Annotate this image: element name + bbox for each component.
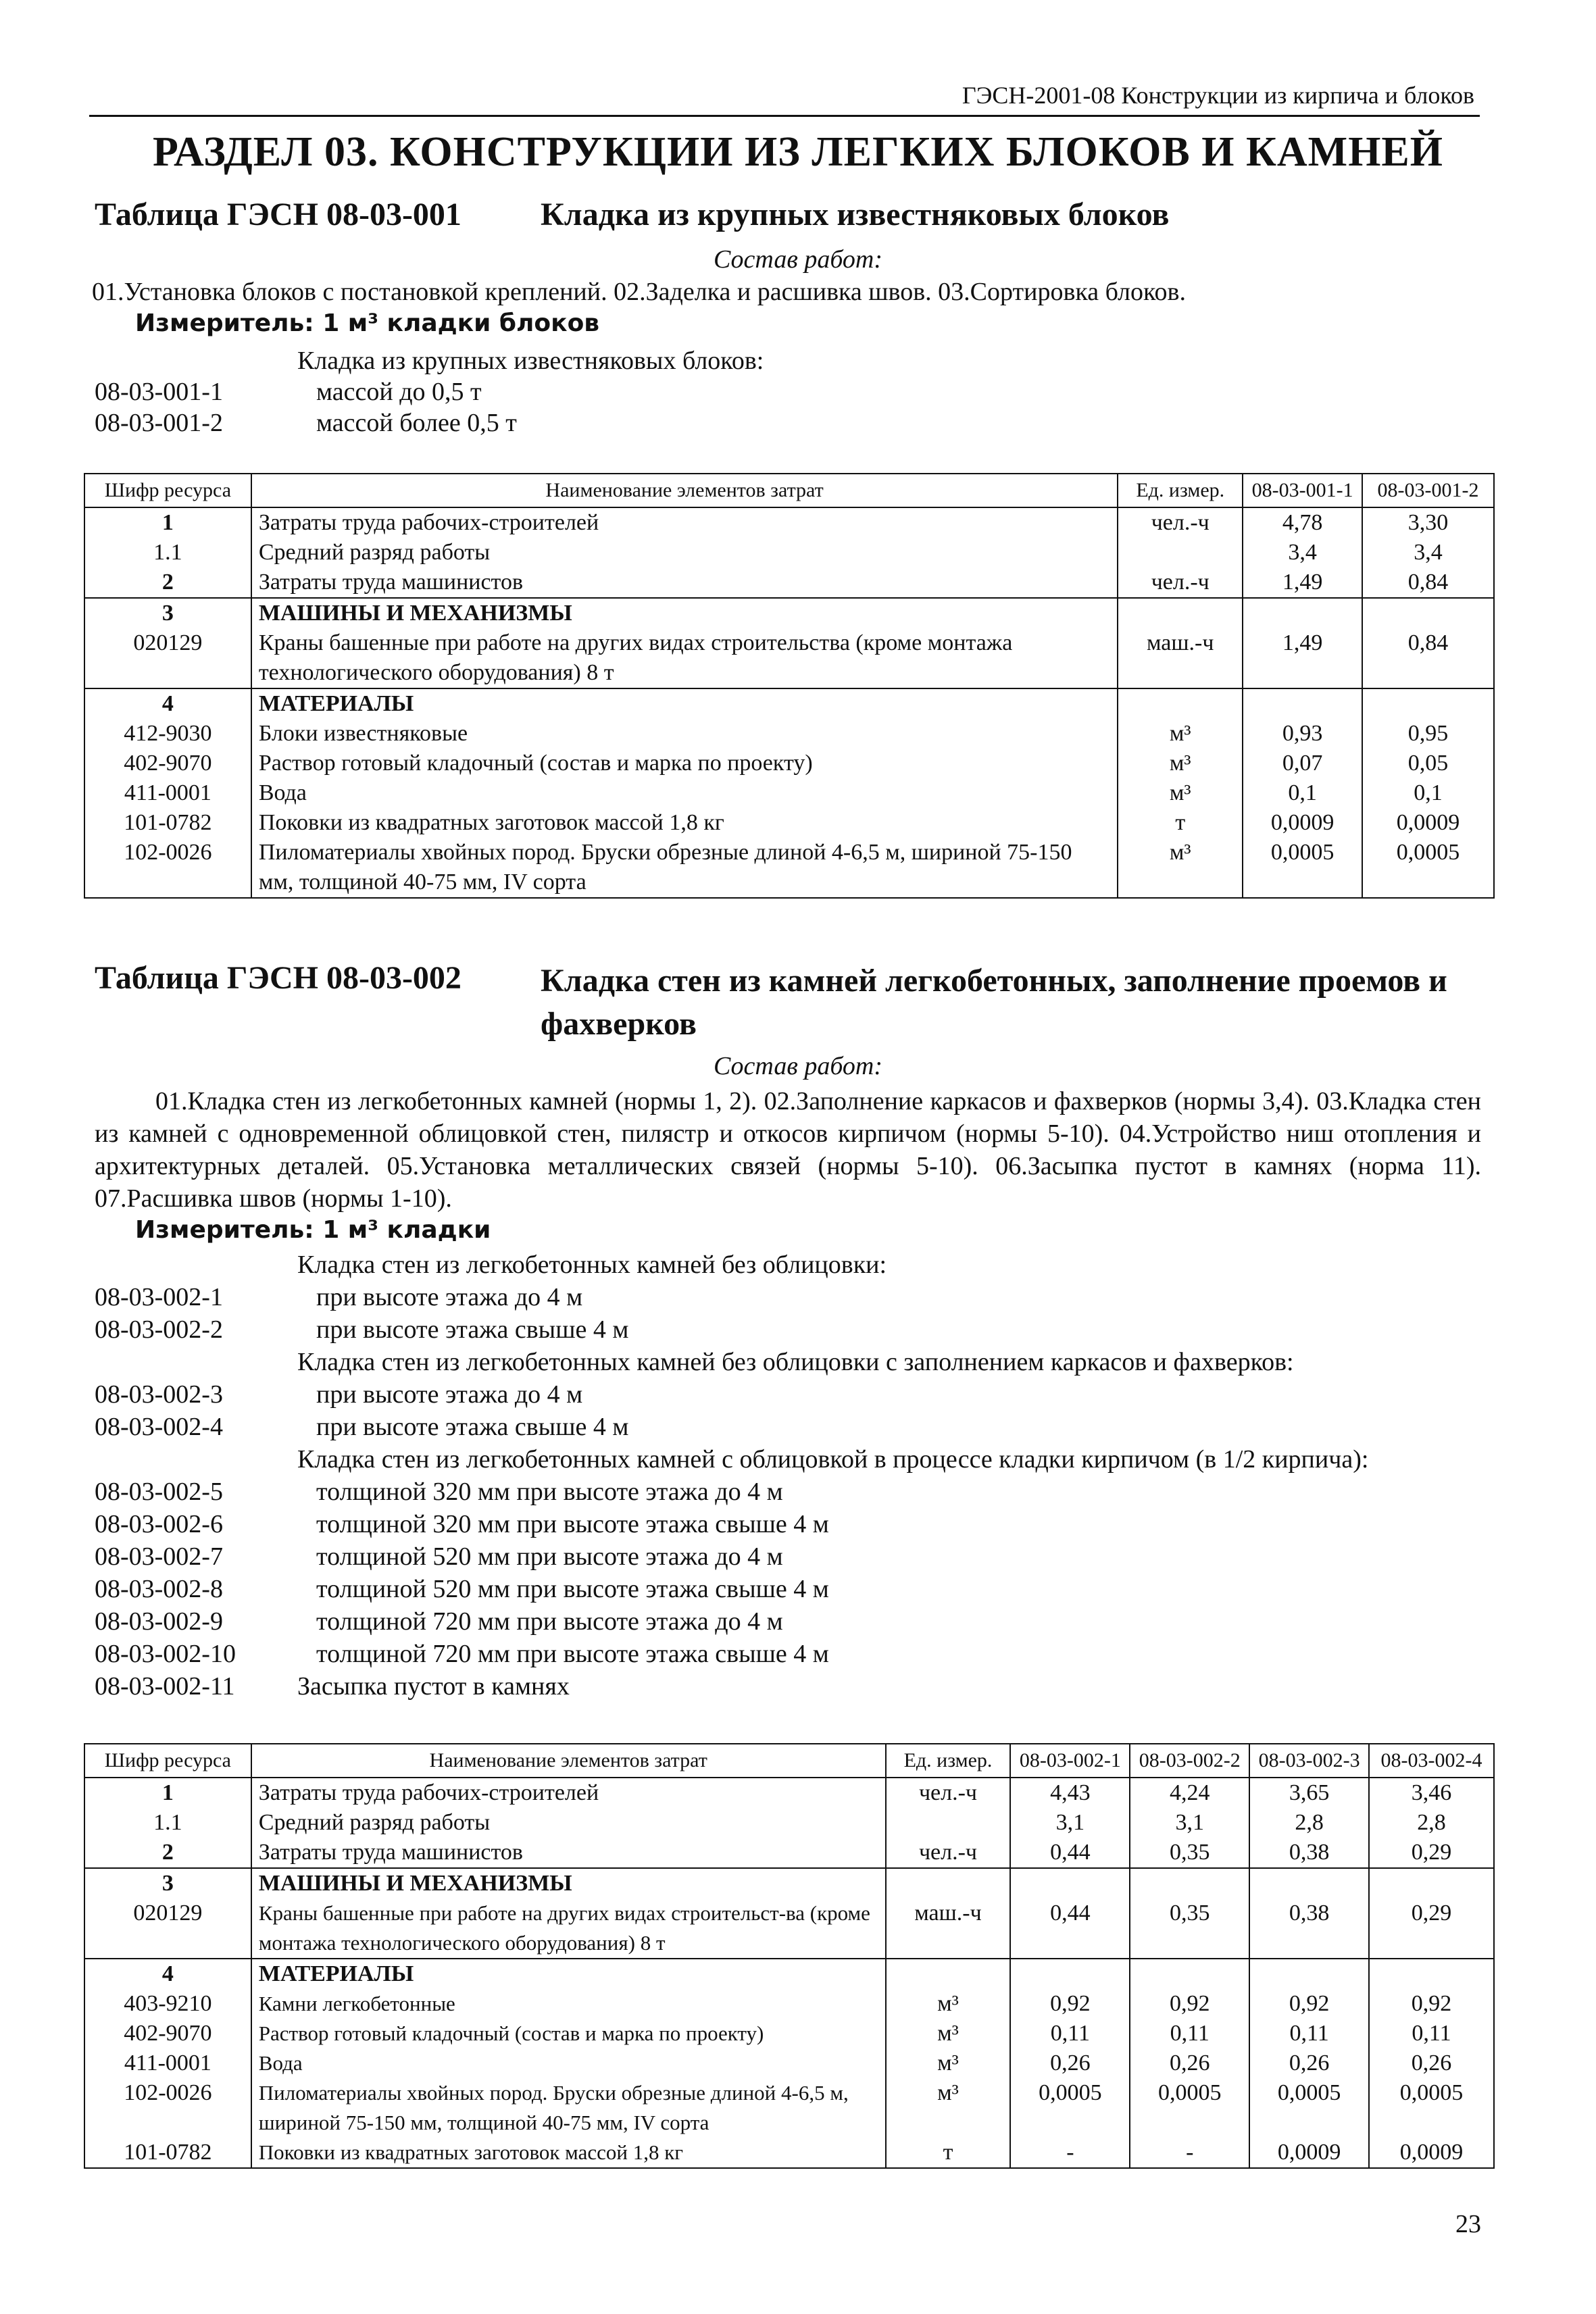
- col-norm-2: 08-03-002-2: [1130, 1744, 1249, 1778]
- table-row: 101-0782 Поковки из квадратных заготовок массой 1,8 кг т - - 0,0009 0,0009: [84, 2138, 1494, 2168]
- table2-norm: 08-03-002-8 толщиной 520 мм при высоте этажа свыше 4 м: [95, 1575, 829, 1603]
- table-row: 411-0001 Вода м³ 0,26 0,26 0,26 0,26: [84, 2048, 1494, 2078]
- table2-norm: 08-03-002-1 при высоте этажа до 4 м: [95, 1283, 583, 1311]
- table1-code: Таблица ГЭСН 08-03-001: [95, 197, 462, 232]
- col-resource: Шифр ресурса: [84, 1744, 251, 1778]
- table2-heading: [95, 959, 1487, 1046]
- table2-measure: Измеритель: 1 м³ кладки: [135, 1216, 491, 1244]
- col-name: Наименование элементов затрат: [251, 474, 1118, 507]
- table-row: 102-0026 Пиломатериалы хвойных пород. Бруски обрезные длиной 4-6,5 м, шириной 75-150 мм, толщиной 40-75 мм, IV сорта м³ 0,0005 0,0005 0,0005 0,0005: [84, 2078, 1494, 2138]
- table-row: 1 Затраты труда рабочих-строителей чел.-ч 4,78 3,30: [84, 507, 1494, 538]
- table-row: 3 МАШИНЫ И МЕХАНИЗМЫ: [84, 1868, 1494, 1898]
- col-name: Наименование элементов затрат: [251, 1744, 886, 1778]
- resource-table-1: [84, 473, 1495, 899]
- header-rule: [89, 115, 1480, 117]
- table2-norm: 08-03-002-3 при высоте этажа до 4 м: [95, 1380, 583, 1409]
- table2-norm: 08-03-002-11 Засыпка пустот в камнях: [95, 1672, 570, 1701]
- table1-norm: [95, 408, 517, 438]
- table2-norm: 08-03-002-4 при высоте этажа свыше 4 м: [95, 1413, 629, 1441]
- table2-norm: 08-03-002-10 толщиной 720 мм при высоте этажа свыше 4 м: [95, 1640, 829, 1668]
- col-norm-2: 08-03-001-2: [1362, 474, 1494, 507]
- table-row: 411-0001 Вода м³ 0,1 0,1: [84, 778, 1494, 808]
- table-row: 403-9210 Камни легкобетонные м³ 0,92 0,92 0,92 0,92: [84, 1989, 1494, 2019]
- norm-code: 08-03-001-2: [95, 409, 223, 437]
- table-row: 1 Затраты труда рабочих-строителей чел.-ч 4,43 4,24 3,65 3,46: [84, 1778, 1494, 1808]
- table1-composition-label: Состав работ:: [713, 245, 883, 274]
- section-title: РАЗДЕЛ 03. КОНСТРУКЦИИ ИЗ ЛЕГКИХ БЛОКОВ И КАМНЕЙ: [153, 129, 1443, 175]
- table-row: 402-9070 Раствор готовый кладочный (состав и марка по проекту) м³ 0,07 0,05: [84, 749, 1494, 778]
- table1-heading: [95, 196, 1487, 233]
- table-row: 412-9030 Блоки известняковые м³ 0,93 0,95: [84, 719, 1494, 749]
- table-row: 4 МАТЕРИАЛЫ: [84, 1959, 1494, 1989]
- table-row: 402-9070 Раствор готовый кладочный (состав и марка по проекту) м³ 0,11 0,11 0,11 0,11: [84, 2019, 1494, 2048]
- table2-code: Таблица ГЭСН 08-03-002: [95, 960, 462, 996]
- table2-norm: 08-03-002-9 толщиной 720 мм при высоте этажа до 4 м: [95, 1607, 783, 1636]
- table2-group-3: Кладка стен из легкобетонных камней с облицовкой в процессе кладки кирпичом (в 1/2 кирпича):: [297, 1445, 1369, 1474]
- table2-norm: 08-03-002-6 толщиной 320 мм при высоте этажа свыше 4 м: [95, 1510, 829, 1538]
- table2-title: Кладка стен из камней легкобетонных, заполнение проемов и фахверков: [541, 963, 1447, 1042]
- table1-composition: 01.Установка блоков с постановкой креплений. 02.Заделка и расшивка швов. 03.Сортировка блоков.: [92, 278, 1186, 306]
- col-norm-3: 08-03-002-3: [1249, 1744, 1369, 1778]
- table-header-row: [84, 474, 1494, 507]
- table2-norm: 08-03-002-5 толщиной 320 мм при высоте этажа до 4 м: [95, 1478, 783, 1506]
- table-row: 2 Затраты труда машинистов чел.-ч 0,44 0,35 0,38 0,29: [84, 1838, 1494, 1868]
- col-norm-1: 08-03-001-1: [1243, 474, 1362, 507]
- table-header-row: [84, 1744, 1494, 1778]
- table2-composition: 01.Кладка стен из легкобетонных камней (нормы 1, 2). 02.Заполнение каркасов и фахверков (нормы 3,4). 03.Кладка стен из камней с одновременной облицовкой стен, пилястр и откосов кирпичом (нормы 5-10). 04.Устройство ниш отопления и архитектурных деталей. 05.Установка металлических связей (нормы 5-10). 06.Засыпка пустот в камнях (норма 11). 07.Расшивка швов (нормы 1-10).: [95, 1087, 1481, 1213]
- table-row: 020129 Краны башенные при работе на других видах строительства (кроме монтажа технологического оборудования) 8 т маш.-ч 1,49 0,84: [84, 628, 1494, 688]
- table1-group-title: Кладка из крупных известняковых блоков:: [297, 347, 764, 375]
- table2-norm: 08-03-002-2 при высоте этажа свыше 4 м: [95, 1315, 629, 1344]
- col-unit: Ед. измер.: [1118, 474, 1243, 507]
- table-row: 102-0026 Пиломатериалы хвойных пород. Бруски обрезные длиной 4-6,5 м, шириной 75-150 мм, толщиной 40-75 мм, IV сорта м³ 0,0005 0,0005: [84, 838, 1494, 898]
- running-header: ГЭСН-2001-08 Конструкции из кирпича и блоков: [962, 82, 1474, 109]
- table1-title: Кладка из крупных известняковых блоков: [541, 197, 1170, 232]
- table2-group-1: Кладка стен из легкобетонных камней без облицовки:: [297, 1251, 887, 1279]
- table1-norm: [95, 377, 482, 407]
- norm-text: массой до 0,5 т: [316, 378, 482, 406]
- norm-text: массой более 0,5 т: [316, 409, 517, 437]
- table-row: 1.1 Средний разряд работы 3,1 3,1 2,8 2,8: [84, 1808, 1494, 1838]
- table1-measure: Измеритель: 1 м³ кладки блоков: [135, 309, 600, 337]
- table2-composition-label: Состав работ:: [713, 1052, 883, 1080]
- resource-table-2: [84, 1743, 1495, 2169]
- col-norm-4: 08-03-002-4: [1369, 1744, 1494, 1778]
- table2-norm: 08-03-002-7 толщиной 520 мм при высоте этажа до 4 м: [95, 1542, 783, 1571]
- table-row: 1.1 Средний разряд работы 3,4 3,4: [84, 538, 1494, 568]
- table-row: 101-0782 Поковки из квадратных заготовок массой 1,8 кг т 0,0009 0,0009: [84, 808, 1494, 838]
- table2-group-2: Кладка стен из легкобетонных камней без облицовки с заполнением каркасов и фахверков:: [297, 1348, 1294, 1376]
- table-row: 020129 Краны башенные при работе на других видах строительст-ва (кроме монтажа технологического оборудования) 8 т маш.-ч 0,44 0,35 0,38 0,29: [84, 1898, 1494, 1959]
- col-resource: Шифр ресурса: [84, 474, 251, 507]
- table-row: 2 Затраты труда машинистов чел.-ч 1,49 0,84: [84, 568, 1494, 598]
- table-row: 4 МАТЕРИАЛЫ: [84, 688, 1494, 719]
- col-norm-1: 08-03-002-1: [1010, 1744, 1130, 1778]
- norm-code: 08-03-001-1: [95, 378, 223, 406]
- page-number: 23: [1455, 2210, 1481, 2238]
- col-unit: Ед. измер.: [886, 1744, 1011, 1778]
- table-row: 3 МАШИНЫ И МЕХАНИЗМЫ: [84, 598, 1494, 628]
